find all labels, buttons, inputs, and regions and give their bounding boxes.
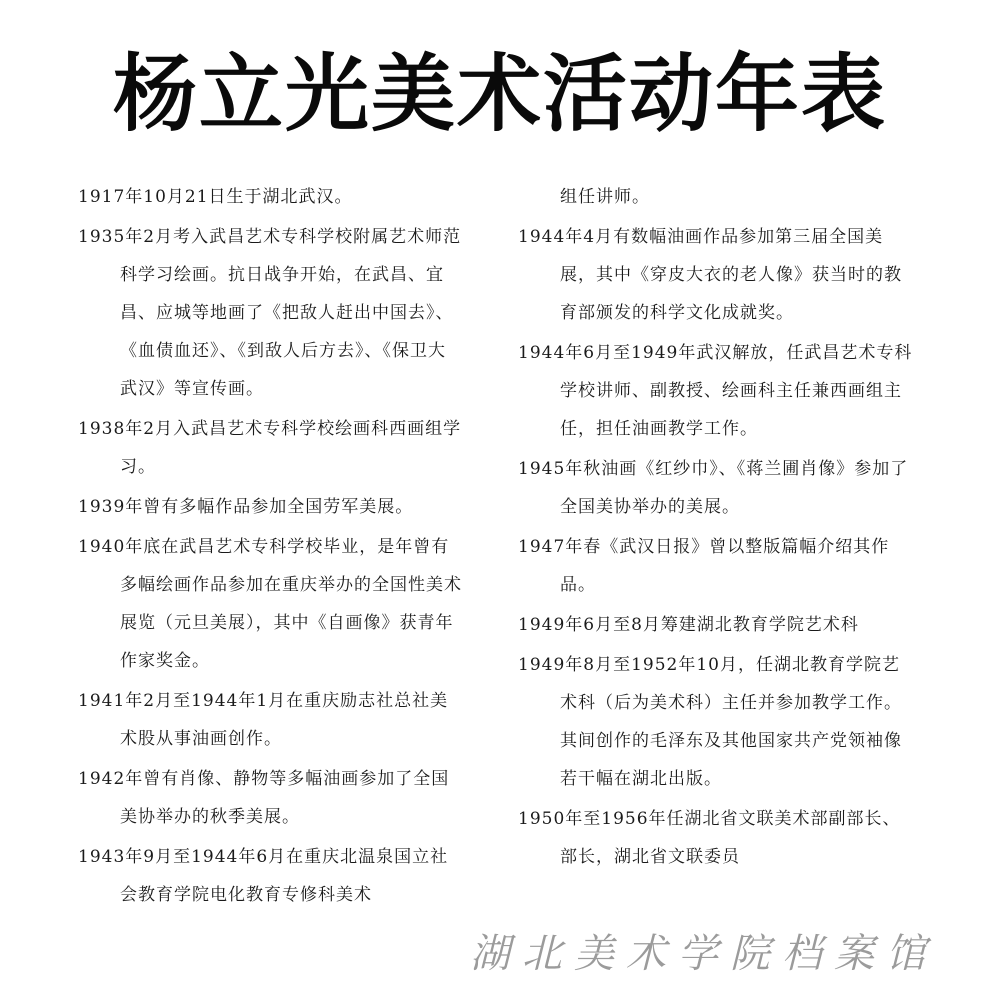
chronology-entry: 1944年4月有数幅油画作品参加第三届全国美展，其中《穿皮大衣的老人像》获当时的教育部颁发的科学文化成就奖。 <box>518 227 902 323</box>
chronology-entry: 1938年2月入武昌艺术专科学校绘画科西画组学习。 <box>78 419 462 477</box>
chronology-entry: 1949年8月至1952年10月，任湖北教育学院艺术科（后为美术科）主任并参加教学工作。其间创作的毛泽东及其他国家共产党领袖像若干幅在湖北出版。 <box>518 655 902 789</box>
chronology-entry: 1917年10月21日生于湖北武汉。 <box>78 187 353 207</box>
chronology-entry: 1949年6月至8月筹建湖北教育学院艺术科 <box>518 615 859 635</box>
chronology-entry: 1943年9月至1944年6月在重庆北温泉国立社会教育学院电化教育专修科美术 <box>78 847 449 905</box>
chronology-entry: 1935年2月考入武昌艺术专科学校附属艺术师范科学习绘画。抗日战争开始，在武昌、宜昌、应城等地画了《把敌人赶出中国去》、《血债血还》、《到敌人后方去》、《保卫大武汉》等宣传画。 <box>78 227 462 399</box>
chronology-entry: 1942年曾有肖像、静物等多幅油画参加了全国美协举办的秋季美展。 <box>78 769 450 827</box>
chronology-entry: 1941年2月至1944年1月在重庆励志社总社美术股从事油画创作。 <box>78 691 449 749</box>
archive-watermark: 湖北美术学院档案馆 <box>470 931 938 977</box>
chronology-entry: 1945年秋油画《红纱巾》、《蒋兰圃肖像》参加了全国美协举办的美展。 <box>518 459 909 517</box>
chronology-entry: 1939年曾有多幅作品参加全国劳军美展。 <box>78 497 414 517</box>
chronology-entry: 1944年6月至1949年武汉解放，任武昌艺术专科学校讲师、副教授、绘画科主任兼西画组主任，担任油画教学工作。 <box>518 343 913 439</box>
chronology-entry-continuation: 组任讲师。 <box>560 187 650 207</box>
page-title: 杨立光美术活动年表 <box>112 45 887 143</box>
chronology-entry: 1947年春《武汉日报》曾以整版篇幅介绍其作品。 <box>518 537 890 595</box>
chronology-entry: 1940年底在武昌艺术专科学校毕业，是年曾有多幅绘画作品参加在重庆举办的全国性美术展览（元旦美展），其中《自画像》获青年作家奖金。 <box>78 537 462 671</box>
right-column <box>518 178 913 878</box>
left-column <box>78 178 463 916</box>
chronology-entry: 1950年至1956年任湖北省文联美术部副部长、部长，湖北省文联委员 <box>518 809 901 867</box>
